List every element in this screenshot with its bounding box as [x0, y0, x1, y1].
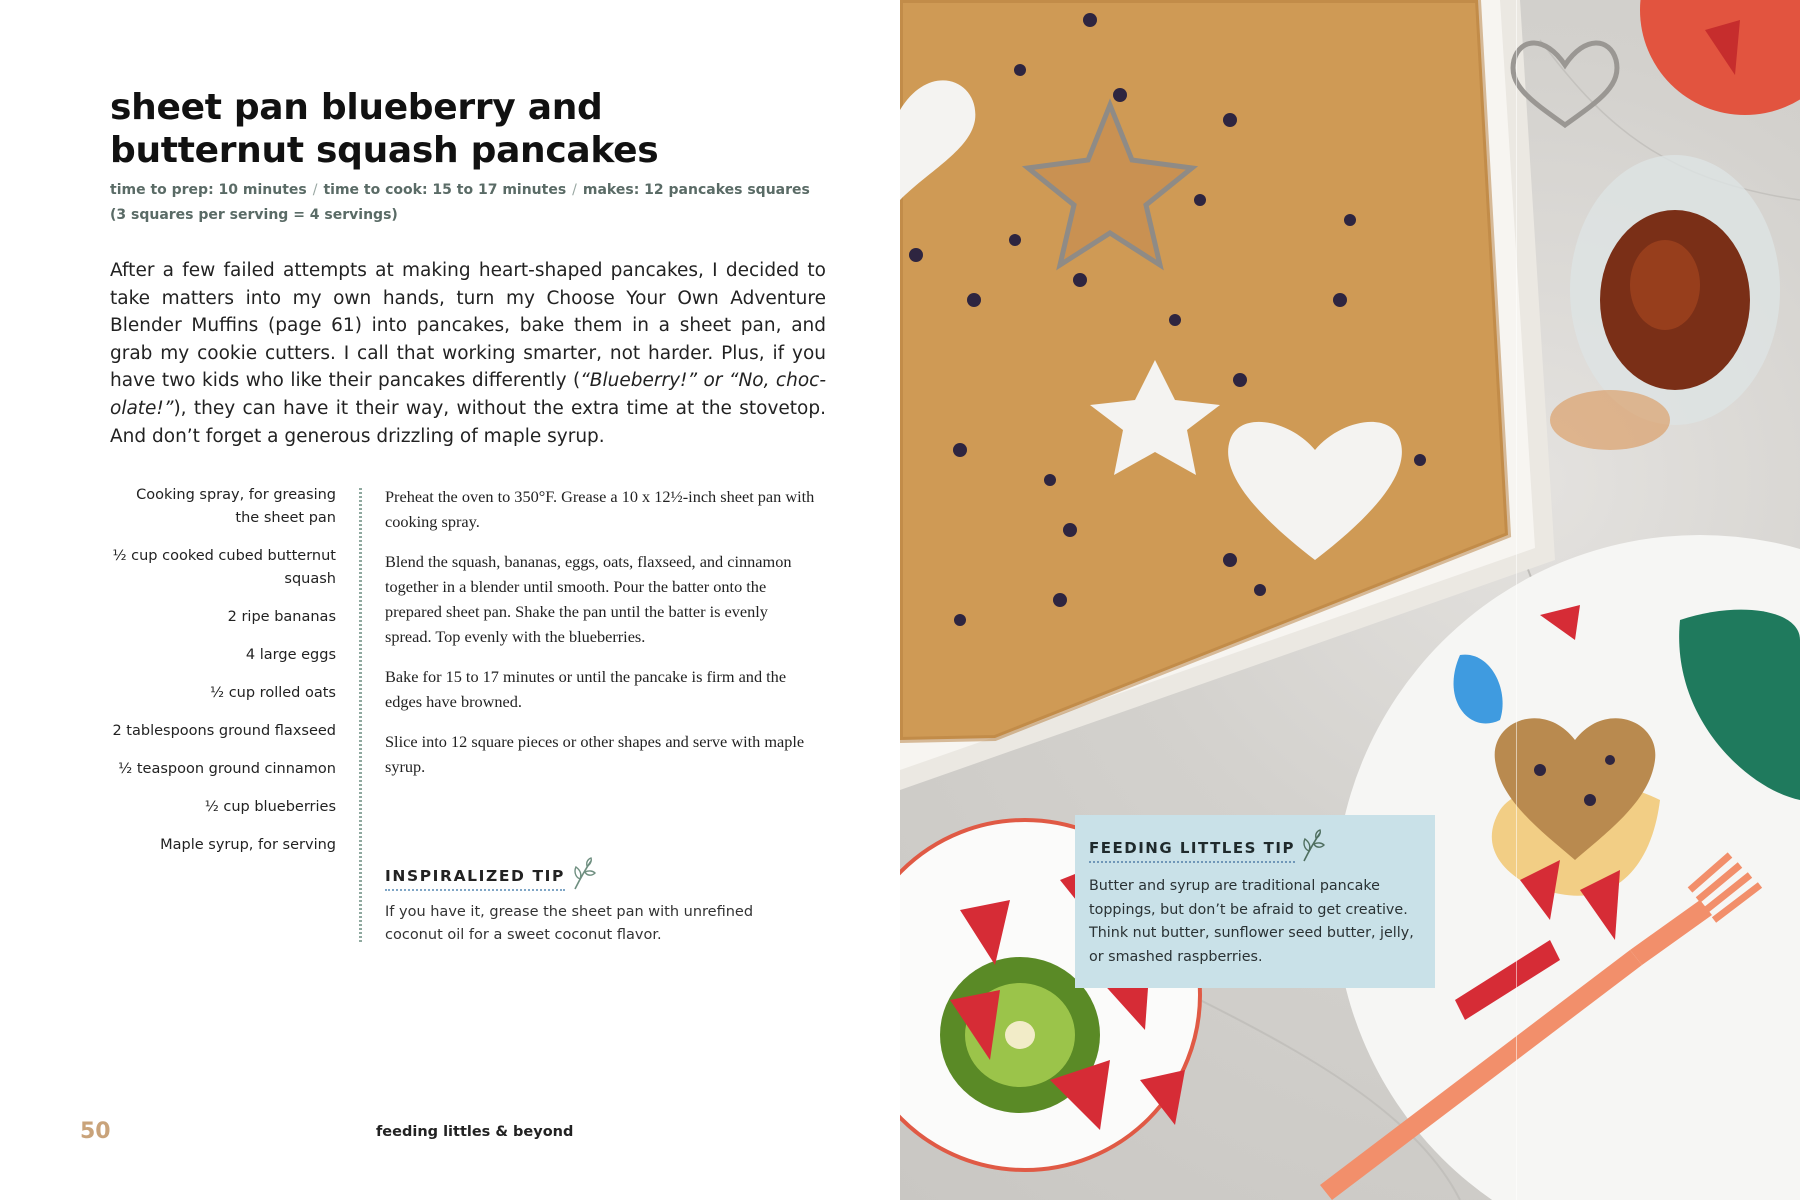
- feeding-tip-heading-label: FEEDING LITTLES TIP: [1089, 839, 1295, 863]
- prep-time: time to prep: 10 minutes: [110, 182, 307, 198]
- cook-time: time to cook: 15 to 17 minutes: [323, 182, 567, 198]
- pancake-photo: [900, 0, 1800, 1200]
- method-steps: [385, 484, 817, 794]
- intro-paragraph: [110, 257, 826, 450]
- ingredient-list: [110, 484, 336, 872]
- inspiralized-tip-heading: [385, 857, 597, 891]
- feeding-littles-tip-box: [1075, 815, 1435, 988]
- spine-line: [1516, 0, 1517, 1200]
- title-line-2: butternut squash pancakes: [110, 130, 659, 171]
- method-step: Bake for 15 to 17 minutes or until the pancake is firm and the edges have browned.: [385, 667, 787, 711]
- meta-separator: /: [312, 182, 318, 198]
- ingredient-item: 2 tablespoons ground flaxseed: [112, 723, 336, 739]
- serving-info: (3 squares per serving = 4 servings): [110, 207, 398, 223]
- recipe-title: [110, 86, 830, 172]
- feeding-tip-heading: [1089, 829, 1326, 863]
- ingredient-item: ½ cup rolled oats: [210, 685, 336, 701]
- ingredient-item: ½ cup blueberries: [204, 799, 336, 815]
- page-number: 50: [80, 1119, 111, 1144]
- inspiralized-tip-text: If you have it, grease the sheet pan with unrefined coconut oil for a sweet coconut flavor.: [385, 904, 754, 943]
- intro-text-2: ), they can have it their way, without the extra time at the stovetop. And don’t forget a generous drizzling of maple syrup.: [110, 397, 826, 447]
- intro-text-1: After a few failed attempts at making heart-shaped pancakes, I decided to take matters into my own hands, turn my Choose Your Own Adventure Blender Muffins (page 61) into pancakes, bake them in a sheet pan, and grab my cookie cutters. I call that working smarter, not harder. Plus, if you have two kids who like their pancakes differently (: [110, 260, 826, 392]
- ingredient-item: Cooking spray, for greasing the sheet pan: [136, 487, 336, 526]
- heart-cookie-cutter-top: [1513, 43, 1617, 125]
- meta-separator: /: [572, 182, 577, 198]
- ingredient-item: 4 large eggs: [245, 647, 336, 663]
- title-line-1: sheet pan blueberry and: [110, 87, 603, 128]
- ingredient-item: Maple syrup, for serving: [160, 837, 336, 853]
- intro-quote: “Blueberry!” or “No, choc-olate!”: [110, 370, 826, 419]
- method-step: Preheat the oven to 350°F. Grease a 10 x 12½-inch sheet pan with cooking spray.: [385, 487, 815, 531]
- column-divider: [359, 488, 362, 944]
- syrup-pitcher: [1550, 155, 1780, 450]
- leaf-icon: [1300, 829, 1326, 863]
- method-step: Slice into 12 square pieces or other shapes and serve with maple syrup.: [385, 732, 805, 776]
- red-plate-top: [1640, 0, 1800, 115]
- feeding-tip-text: Butter and syrup are traditional pancake toppings, but don’t be afraid to get creative. Think nut butter, sunflower seed butter, jelly, or smashed raspberries.: [1089, 878, 1414, 965]
- ingredient-item: 2 ripe bananas: [227, 609, 336, 625]
- recipe-meta: [110, 178, 810, 228]
- yield: makes: 12 pancakes squares: [582, 182, 810, 198]
- running-footer: feeding littles & beyond: [376, 1124, 574, 1140]
- tip-heading-label: INSPIRALIZED TIP: [385, 867, 565, 891]
- method-step: Blend the squash, bananas, eggs, oats, flaxseed, and cinnamon together in a blender until smooth. Pour the batter onto the prepared sheet pan. Shake the pan until the batter is evenly spread. Top evenly with the blueberries.: [385, 552, 792, 646]
- leaf-icon: [571, 857, 597, 891]
- ingredient-item: ½ cup cooked cubed butternut squash: [112, 548, 336, 587]
- photo-page: [900, 0, 1800, 1200]
- ingredient-item: ½ teaspoon ground cinnamon: [118, 761, 336, 777]
